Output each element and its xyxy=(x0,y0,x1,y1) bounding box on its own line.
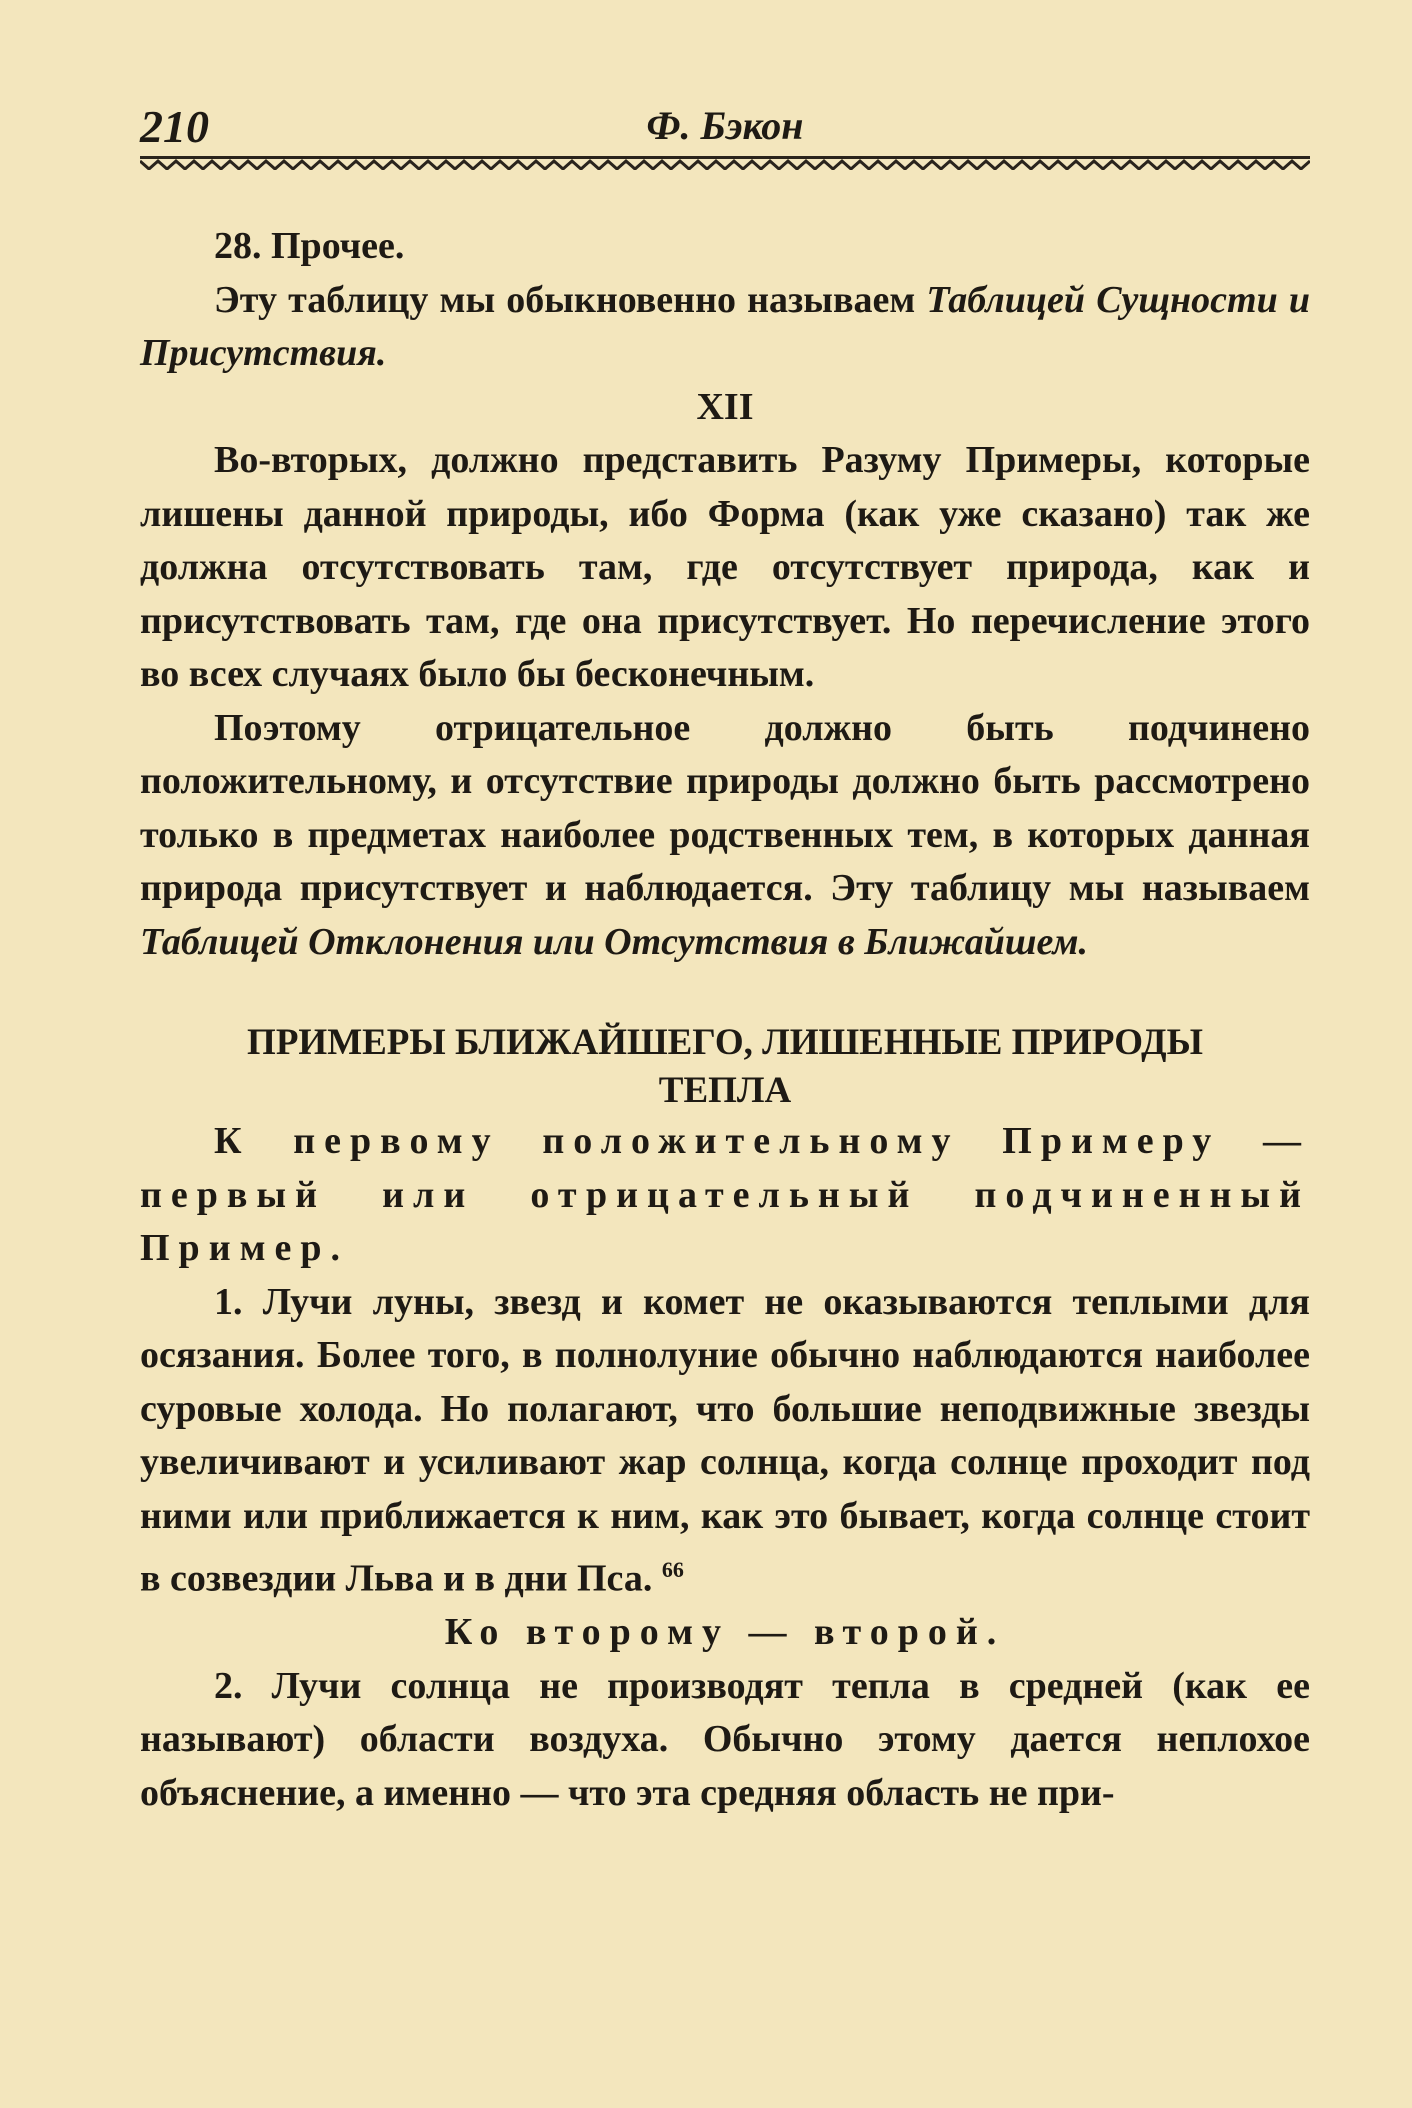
table-name-italic: Таблицей Сущности и Присутствия. xyxy=(140,278,1311,374)
section-heading xyxy=(140,1019,1310,1115)
running-title: Ф. Бэкон xyxy=(646,103,804,148)
decorative-rule xyxy=(140,156,1310,170)
footnote-ref: 66 xyxy=(661,1557,684,1582)
table-deviation-italic: Таблицей Отклонения или Отсутствия в Ближайшем. xyxy=(140,920,1088,963)
subheading-second: Ко второму — второй. xyxy=(444,1611,1006,1654)
heading-line-1: ПРИМЕРЫ БЛИЖАЙШЕГО, ЛИШЕННЫЕ ПРИРОДЫ xyxy=(247,1022,1203,1063)
heading-line-2: ТЕПЛА xyxy=(658,1070,792,1111)
item-28: 28. Прочее. xyxy=(214,225,405,267)
page-number: 210 xyxy=(140,101,209,152)
table-paragraph: Эту таблицу мы обыкновенно называем Таблицей Сущности и Присутствия. xyxy=(140,278,1311,374)
paragraph-table-deviation: Поэтому отрицательное должно быть подчинено положительному, и отсутствие природы должно быть рассмотрено только в предметах наиболее родственных тем, в которых данная природа присутствует и наблюдается. Эту таблицу мы называем Таблицей Отклонения или Отсутствия в Ближайшем. xyxy=(140,706,1310,963)
item-1: 1. Лучи луны, звезд и комет не оказываются теплыми для осязания. Более того, в полнолуние обычно наблюдаются наиболее суровые холода. Но полагают, что большие неподвижные звезды увеличивают и усиливают жар солнца, когда солнце проходит под ними или приближается к ним, как это бывает, когда солнце стоит в созвездии Льва и в дни Пса. $^{66}$ xyxy=(140,1280,1310,1600)
page-body xyxy=(140,220,1310,1820)
subheading-first: К первому положительному Примеру — первый или отрицательный подчиненный Пример. xyxy=(140,1120,1310,1269)
section-number: XII xyxy=(696,385,754,428)
paragraph-negative-examples: Во-вторых, должно представить Разуму Примеры, которые лишены данной природы, ибо Форма (как уже сказано) так же должна отсутствовать там, где отсутствует природа, как и присутствовать там, где она присутствует. Но перечисление этого во всех случаях было бы бесконечным. xyxy=(140,439,1310,695)
item-2: 2. Лучи солнца не производят тепла в средней (как ее называют) области воздуха. Обычно этому дается неплохое объяснение, а именно — что эта средняя область не при- xyxy=(140,1664,1310,1814)
running-header xyxy=(140,100,1310,160)
